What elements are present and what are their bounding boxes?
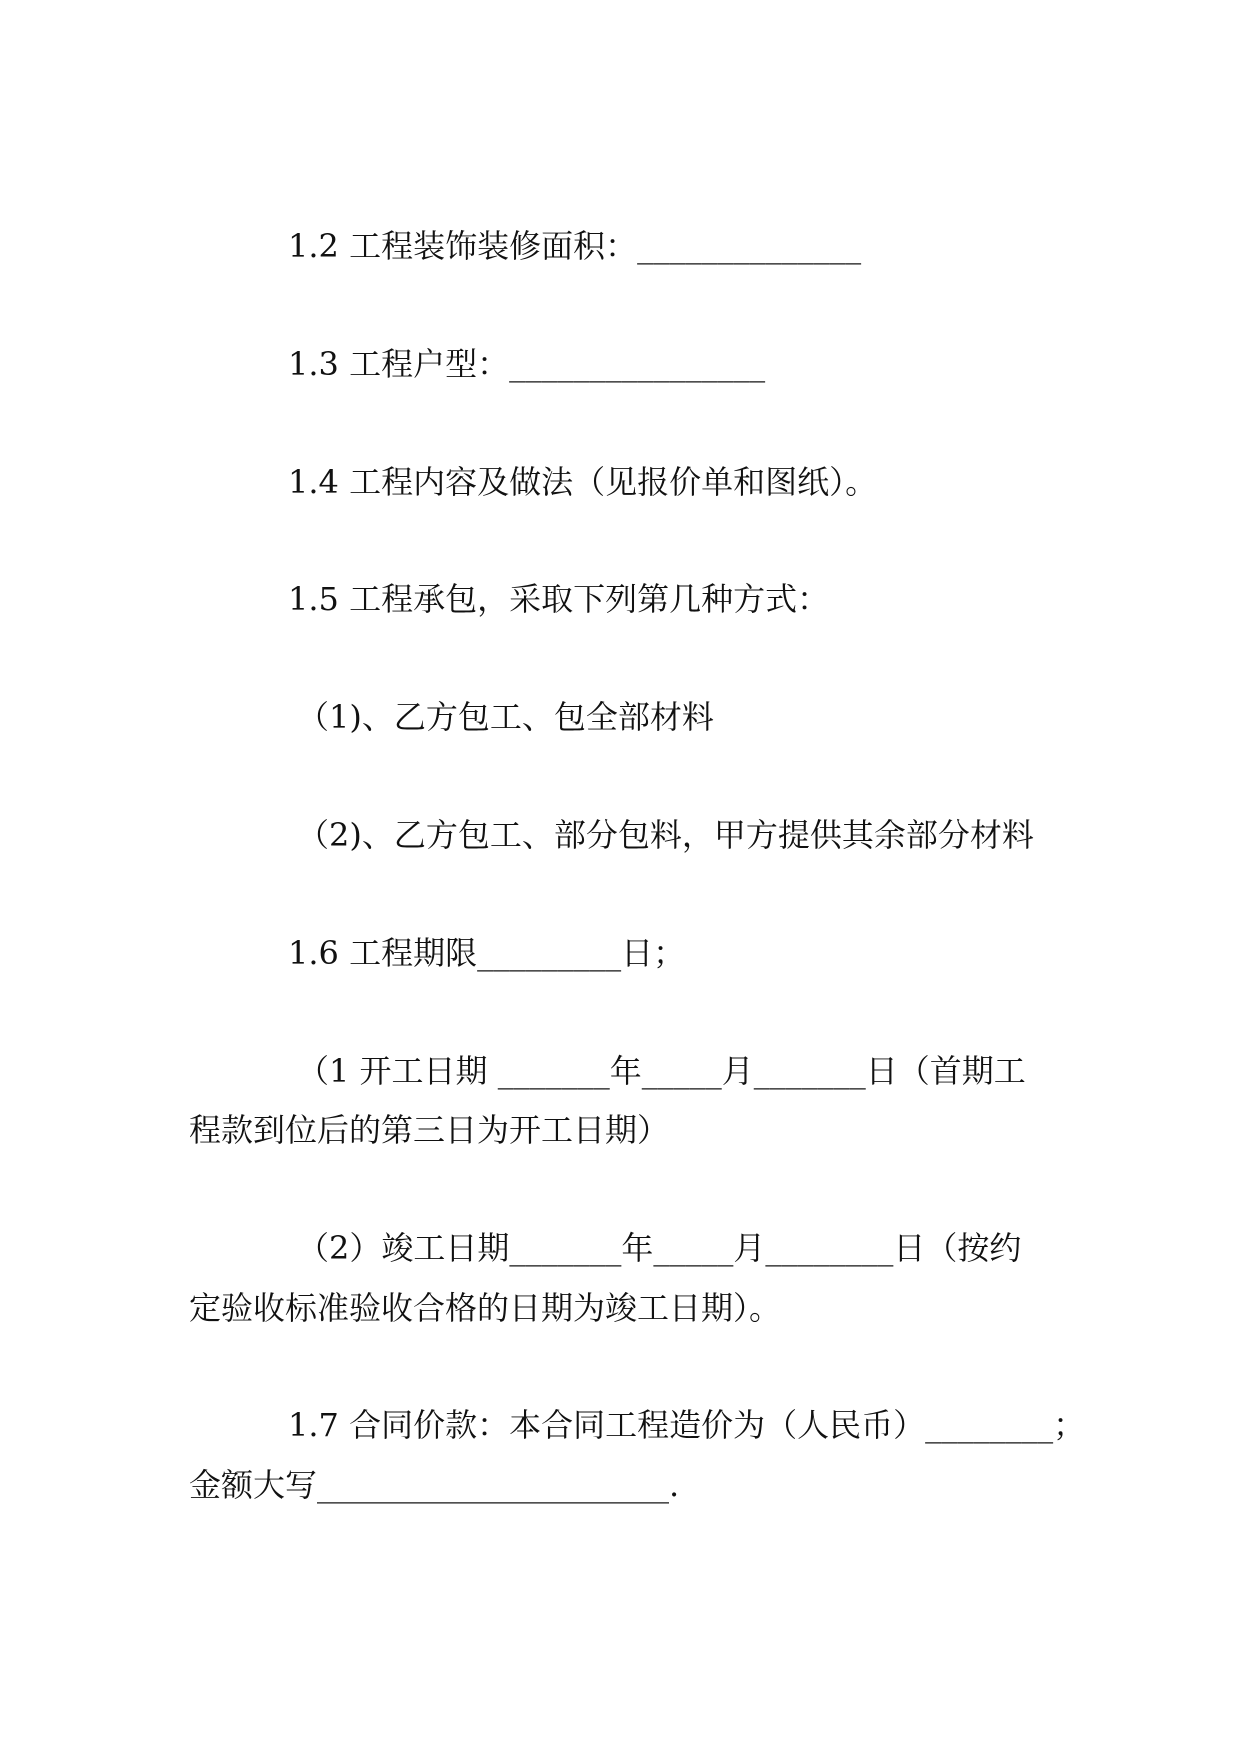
start-date-line-1: （1 开工日期 _______年_____月_______日（首期工	[297, 1052, 1026, 1090]
option-1-text: （1)、乙方包工、包全部材料	[297, 698, 714, 736]
completion-date-line-2: 定验收标准验收合格的日期为竣工日期）。	[189, 1289, 782, 1327]
clause-1-6-duration: 1.6 工程期限_________日；	[288, 934, 686, 972]
clause-1-4-content: 1.4 工程内容及做法（见报价单和图纸）。	[288, 463, 878, 501]
option-2-text: （2)、乙方包工、部分包料，甲方提供其余部分材料	[297, 816, 1034, 854]
start-date-line-2: 程款到位后的第三日为开工日期）	[189, 1111, 670, 1149]
clause-1-5-contracting: 1.5 工程承包，采取下列第几种方式：	[288, 580, 830, 618]
clause-1-2-area: 1.2 工程装饰装修面积：______________	[288, 227, 862, 265]
clause-1-3-type: 1.3 工程户型：________________	[288, 345, 766, 383]
clause-1-7-price: 1.7 合同价款：本合同工程造价为（人民币）________；	[288, 1406, 1086, 1444]
completion-date-line-1: （2）竣工日期_______年_____月________日（按约	[297, 1229, 1022, 1267]
amount-in-words: 金额大写______________________.	[189, 1466, 680, 1504]
